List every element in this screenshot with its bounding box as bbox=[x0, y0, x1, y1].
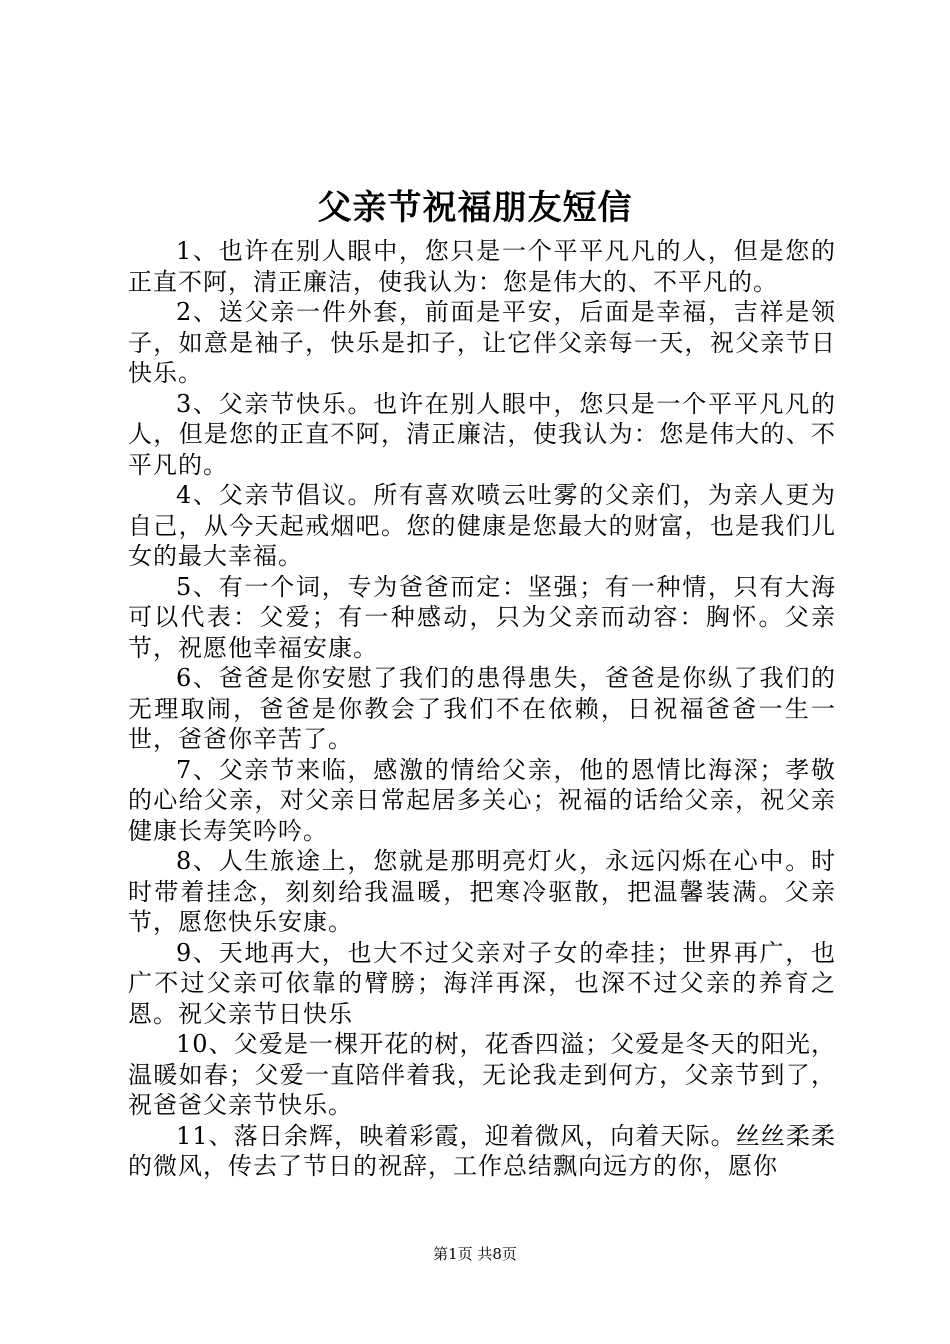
paragraph-2: 2、送父亲一件外套，前面是平安，后面是幸福，吉祥是领子，如意是袖子，快乐是扣子，让它伴父亲每一天，祝父亲节日快乐。 bbox=[128, 298, 836, 387]
paragraph-4: 4、父亲节倡议。所有喜欢喷云吐雾的父亲们，为亲人更为自己，从今天起戒烟吧。您的健康是您最大的财富，也是我们儿女的最大幸福。 bbox=[128, 481, 836, 570]
paragraph-3: 3、父亲节快乐。也许在别人眼中，您只是一个平平凡凡的人，但是您的正直不阿，清正廉洁，使我认为：您是伟大的、不平凡的。 bbox=[128, 389, 836, 479]
paragraph-5: 5、有一个词，专为爸爸而定：坚强；有一种情，只有大海可以代表：父爱；有一种感动，只为父亲而动容：胸怀。父亲节，祝愿他幸福安康。 bbox=[128, 572, 836, 662]
paragraph-8: 8、人生旅途上，您就是那明亮灯火，永远闪烁在心中。时时带着挂念，刻刻给我温暖，把寒冷驱散，把温馨装满。父亲节，愿您快乐安康。 bbox=[128, 847, 836, 936]
paragraph-6: 6、爸爸是你安慰了我们的患得患失，爸爸是你纵了我们的无理取闹，爸爸是你教会了我们不在依赖，日祝福爸爸一生一世，爸爸你辛苦了。 bbox=[128, 664, 836, 753]
document-body bbox=[128, 236, 836, 1182]
paragraph-11: 11、落日余辉，映着彩霞，迎着微风，向着天际。丝丝柔柔的微风，传去了节日的祝辞，工作总结飘向远方的你，愿你 bbox=[128, 1121, 836, 1180]
paragraph-9: 9、天地再大，也大不过父亲对子女的牵挂；世界再广，也广不过父亲可依靠的臂膀；海洋再深，也深不过父亲的养育之恩。祝父亲节日快乐 bbox=[128, 938, 836, 1028]
page-number-footer: 第1页 共8页 bbox=[433, 1245, 517, 1263]
paragraph-10: 10、父爱是一棵开花的树，花香四溢；父爱是冬天的阳光，温暖如春；父爱一直陪伴着我，无论我走到何方，父亲节到了，祝爸爸父亲节快乐。 bbox=[128, 1030, 836, 1119]
paragraph-7: 7、父亲节来临，感激的情给父亲，他的恩情比海深；孝敬的心给父亲，对父亲日常起居多关心；祝福的话给父亲，祝父亲健康长寿笑吟吟。 bbox=[128, 755, 836, 845]
paragraph-1: 1、也许在别人眼中，您只是一个平平凡凡的人，但是您的正直不阿，清正廉洁，使我认为：您是伟大的、不平凡的。 bbox=[128, 237, 836, 296]
document-title: 父亲节祝福朋友短信 bbox=[317, 188, 633, 228]
